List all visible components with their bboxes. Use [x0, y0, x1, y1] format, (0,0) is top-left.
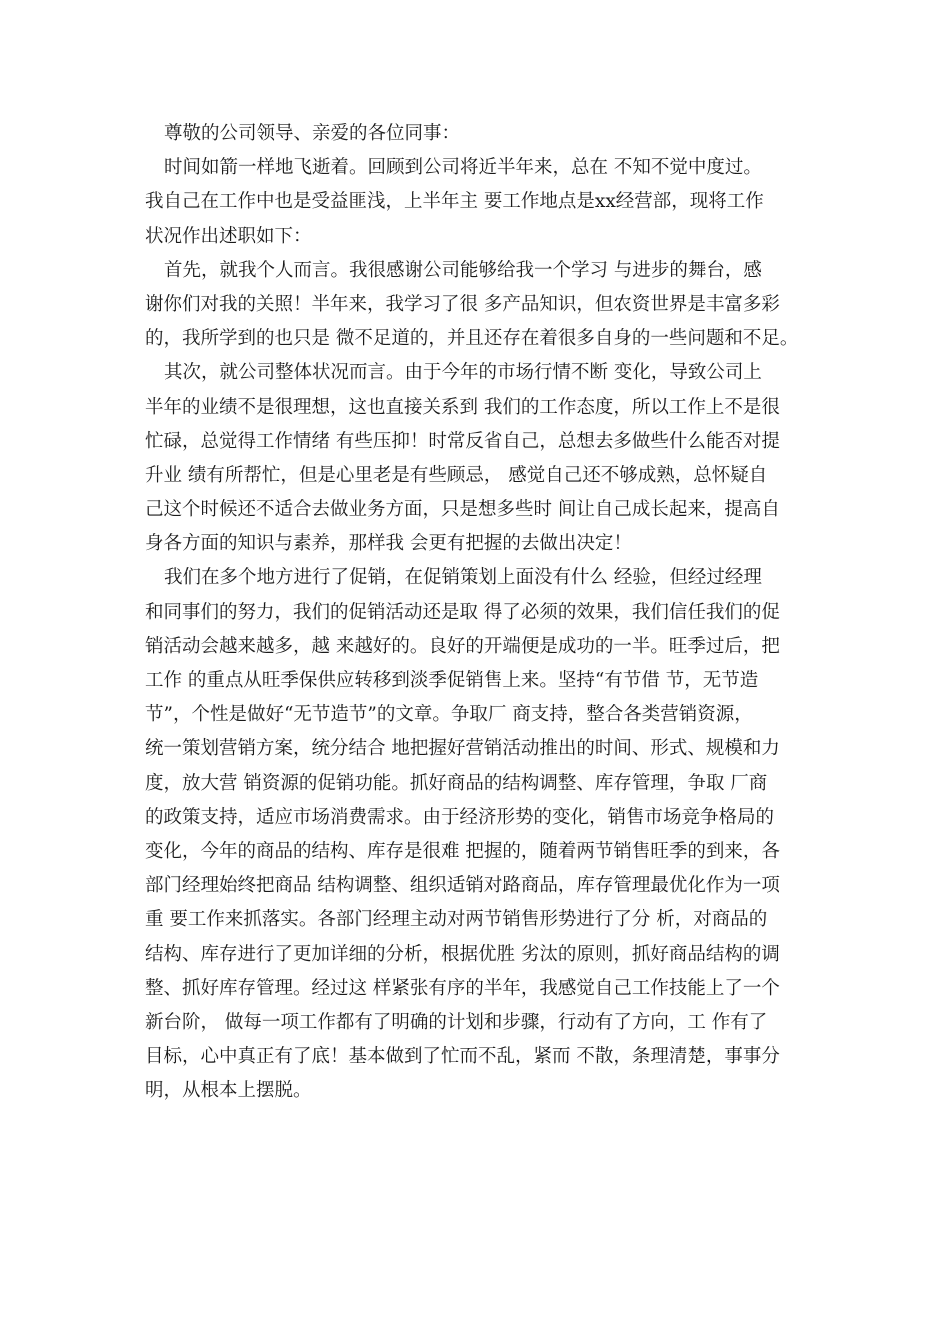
- text-line: 目标，心中真正有了底！基本做到了忙而不乱，紧而 不散，条理清楚，事事分: [145, 1046, 780, 1068]
- text-line: 结构、库存进行了更加详细的分析，根据优胜 劣汰的原则，抓好商品结构的调: [145, 943, 780, 965]
- text-line: 身各方面的知识与素养，那样我 会更有把握的去做出决定！: [145, 533, 632, 555]
- text-line: 半年的业绩不是很理想，这也直接关系到 我们的工作态度，所以工作上不是很: [145, 396, 780, 418]
- text-line: 的，我所学到的也只是 微不足道的，并且还存在着很多自身的一些问题和不足。: [145, 328, 799, 350]
- text-line: 谢你们对我的关照！半年来，我学习了很 多产品知识，但农资世界是丰富多彩: [145, 293, 780, 315]
- text-line: 统一策划营销方案，统分结合 地把握好营销活动推出的时间、形式、规模和力: [145, 738, 780, 760]
- text-line: 新台阶， 做每一项工作都有了明确的计划和步骤，行动有了方向，工 作有了: [145, 1011, 768, 1033]
- text-line: 重 要工作来抓落实。各部门经理主动对两节销售形势进行了分 析，对商品的: [145, 909, 768, 931]
- text-line: 状况作出述职如下：: [145, 225, 312, 247]
- text-line: 整、抓好库存管理。经过这 样紧张有序的半年，我感觉自己工作技能上了一个: [145, 977, 780, 999]
- text-line: 度，放大营 销资源的促销功能。抓好商品的结构调整、库存管理，争取 厂商: [145, 772, 768, 794]
- text-line: 尊敬的公司领导、亲爱的各位同事：: [164, 123, 461, 144]
- text-line: 节”，个性是做好“无节造节”的文章。争取厂 商支持，整合各类营销资源，: [145, 704, 753, 726]
- text-line: 工作 的重点从旺季保供应转移到淡季促销售上来。坚持“有节借 节，无节造: [145, 670, 759, 691]
- document-body: [145, 117, 835, 1108]
- text-line: 部门经理始终把商品 结构调整、组织适销对路商品，库存管理最优化作为一项: [145, 875, 780, 897]
- text-line: 忙碌，总觉得工作情绪 有些压抑！时常反省自己，总想去多做些什么能否对提: [145, 430, 780, 452]
- text-line: 我自己在工作中也是受益匪浅，上半年主 要工作地点是xx经营部，现将工作: [145, 191, 764, 213]
- text-line: 升业 绩有所帮忙，但是心里老是有些顾忌， 感觉自己还不够成熟，总怀疑自: [145, 464, 768, 486]
- text-line: 首先，就我个人而言。我很感谢公司能够给我一个学习 与进步的舞台，感: [164, 259, 762, 281]
- text-line: 销活动会越来越多，越 来越好的。良好的开端便是成功的一半。旺季过后，把: [145, 635, 780, 657]
- text-line: 的政策支持，适应市场消费需求。由于经济形势的变化，销售市场竞争格局的: [145, 806, 775, 828]
- text-line: 明，从根本上摆脱。: [145, 1080, 312, 1102]
- text-line: 时间如箭一样地飞逝着。回顾到公司将近半年来，总在 不知不觉中度过。: [164, 157, 762, 179]
- text-line: 我们在多个地方进行了促销，在促销策划上面没有什么 经验，但经过经理: [164, 567, 762, 589]
- text-line: 和同事们的努力，我们的促销活动还是取 得了必须的效果，我们信任我们的促: [145, 601, 780, 623]
- text-line: 其次，就公司整体状况而言。由于今年的市场行情不断 变化，导致公司上: [164, 362, 762, 384]
- text-line: 变化，今年的商品的结构、库存是很难 把握的，随着两节销售旺季的到来，各: [145, 840, 780, 862]
- text-line: 己这个时候还不适合去做业务方面，只是想多些时 间让自己成长起来，提高自: [145, 499, 780, 521]
